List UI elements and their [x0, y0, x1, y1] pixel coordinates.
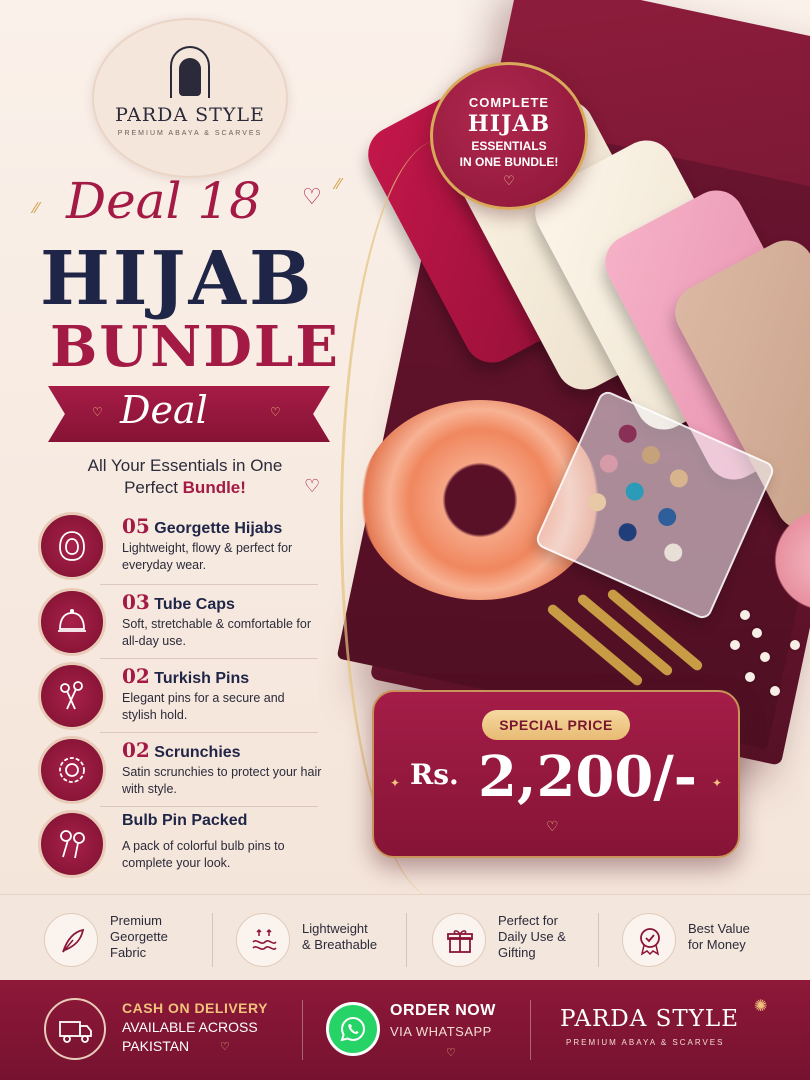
headline-hijab: HIJAB [40, 236, 315, 322]
price-currency: Rs. [410, 758, 459, 791]
tagline-line1: All Your Essentials in One [87, 456, 283, 475]
benefit-line: Best Value [688, 921, 750, 936]
hijab-figure-icon [179, 58, 201, 96]
benefit-line: Lightweight [302, 921, 368, 936]
benefit-breathable [236, 907, 406, 973]
heart-icon: ♡ [446, 1047, 456, 1059]
footer-brand-name: PARDA STYLE [560, 1006, 739, 1032]
flower-dot [730, 640, 740, 650]
flower-dot [790, 640, 800, 650]
feature-name: Georgette Hijabs [154, 520, 283, 537]
feature-name: Bulb Pin Packed [122, 812, 248, 829]
benefit-text [110, 913, 220, 961]
price-amount: 2,200/- [478, 744, 698, 810]
benefit-text [302, 921, 412, 953]
feather-icon [44, 913, 98, 967]
feature-title [122, 664, 332, 688]
bulb-pin-icon [38, 810, 106, 878]
benefit-line: Fabric [110, 945, 147, 960]
price-tag [372, 690, 740, 858]
divider [598, 913, 599, 967]
cod-line3: PAKISTAN [122, 1038, 190, 1054]
footer-brand-tagline: PREMIUM ABAYA & SCARVES [566, 1038, 725, 1047]
heart-icon: ♡ [270, 405, 281, 419]
benefit-text [688, 921, 798, 953]
sparkle-icon: ✦ [390, 776, 401, 790]
sparkle-icon: ⁄⁄ [336, 176, 342, 193]
feature-desc: Lightweight, flowy & perfect for everyday wear. [122, 541, 293, 572]
hijab-icon [38, 512, 106, 580]
cod-title: CASH ON DELIVERY [122, 1000, 268, 1016]
brand-tagline: PREMIUM ABAYA & SCARVES [117, 130, 263, 137]
heart-icon: ♡ [304, 476, 321, 496]
feature-title [122, 514, 332, 538]
badge-icon [622, 913, 676, 967]
deal-number: Deal 18 [66, 172, 261, 230]
breathable-icon [236, 913, 290, 967]
scrunchie-icon [38, 736, 106, 804]
heart-icon: ♡ [220, 1041, 230, 1053]
feature-count: 02 [122, 664, 150, 688]
benefit-line: Georgette [110, 929, 168, 944]
feature-count: 05 [122, 514, 150, 538]
benefits-row [0, 894, 810, 980]
feature-count: 03 [122, 590, 150, 614]
order-now-title[interactable]: ORDER NOW [390, 1002, 496, 1019]
brand-logo [92, 18, 288, 178]
cod-line2: AVAILABLE ACROSS [122, 1019, 258, 1035]
divider [212, 913, 213, 967]
bundle-bubble [430, 62, 588, 210]
feature-item-turkish-pins [38, 662, 322, 734]
feature-name: Scrunchies [154, 744, 241, 761]
feature-title [122, 812, 332, 830]
sparkle-icon: ⁄⁄ [34, 200, 40, 217]
benefit-best-value [622, 907, 792, 973]
sparkle-icon: ✦ [712, 776, 723, 790]
divider [100, 732, 318, 733]
feature-title [122, 590, 332, 614]
feature-desc: A pack of colorful bulb pins to complete your look. [122, 839, 285, 870]
tagline-prefix: Perfect [124, 478, 183, 497]
benefit-line: Daily Use & [498, 929, 566, 944]
heart-icon: ♡ [92, 405, 103, 419]
special-price-badge: SPECIAL PRICE [482, 710, 630, 740]
flower-dot [745, 672, 755, 682]
heart-icon: ♡ [546, 818, 559, 834]
benefit-premium-fabric [44, 907, 214, 973]
feature-name: Tube Caps [154, 596, 235, 613]
bubble-line4: IN ONE BUNDLE! [459, 155, 559, 169]
benefit-line: & Breathable [302, 937, 378, 952]
feature-desc: Satin scrunchies to protect your hair with style. [122, 765, 322, 796]
truck-icon [44, 998, 106, 1060]
cap-icon [38, 588, 106, 656]
whatsapp-icon[interactable] [326, 1002, 380, 1056]
feature-count: 02 [122, 738, 150, 762]
pin-icon [38, 662, 106, 730]
footer [0, 980, 810, 1080]
feature-item-scrunchies [38, 736, 322, 808]
feature-desc: Soft, stretchable & comfortable for all-day use. [122, 617, 311, 648]
flower-dot [752, 628, 762, 638]
bubble-line2: HIJAB [467, 111, 551, 137]
feature-item-georgette-hijabs [38, 512, 322, 584]
benefit-line: Premium [110, 913, 163, 928]
feature-name: Turkish Pins [154, 670, 250, 687]
heart-icon: ♡ [503, 173, 515, 188]
feature-item-bulb-pin-packed [38, 810, 322, 882]
feature-title [122, 738, 332, 762]
brand-name: PARDA STYLE [115, 104, 265, 126]
divider [100, 806, 318, 807]
benefit-text [498, 913, 608, 961]
ribbon-text: Deal [120, 388, 208, 432]
benefit-line: Gifting [498, 945, 536, 960]
headline-bundle: BUNDLE [50, 314, 340, 380]
bubble-line1: COMPLETE [468, 95, 550, 110]
bubble-line3: ESSENTIALS [471, 139, 547, 153]
divider [100, 658, 318, 659]
order-via-whatsapp[interactable]: VIA WHATSAPP [390, 1024, 492, 1039]
feature-item-tube-caps [38, 588, 322, 660]
tagline-highlight: Bundle! [182, 478, 246, 497]
gift-icon [432, 913, 486, 967]
benefit-gifting [432, 907, 602, 973]
flower-dot [760, 652, 770, 662]
divider [406, 913, 407, 967]
flower-dot [740, 610, 750, 620]
feature-desc: Elegant pins for a secure and stylish hold. [122, 691, 285, 722]
divider [100, 584, 318, 585]
divider [530, 1000, 531, 1060]
benefit-line: Perfect for [498, 913, 558, 928]
flower-dot [770, 686, 780, 696]
sparkle-icon: ✺ [754, 998, 768, 1015]
divider [302, 1000, 303, 1060]
benefit-line: for Money [688, 937, 746, 952]
heart-icon: ♡ [302, 184, 322, 209]
